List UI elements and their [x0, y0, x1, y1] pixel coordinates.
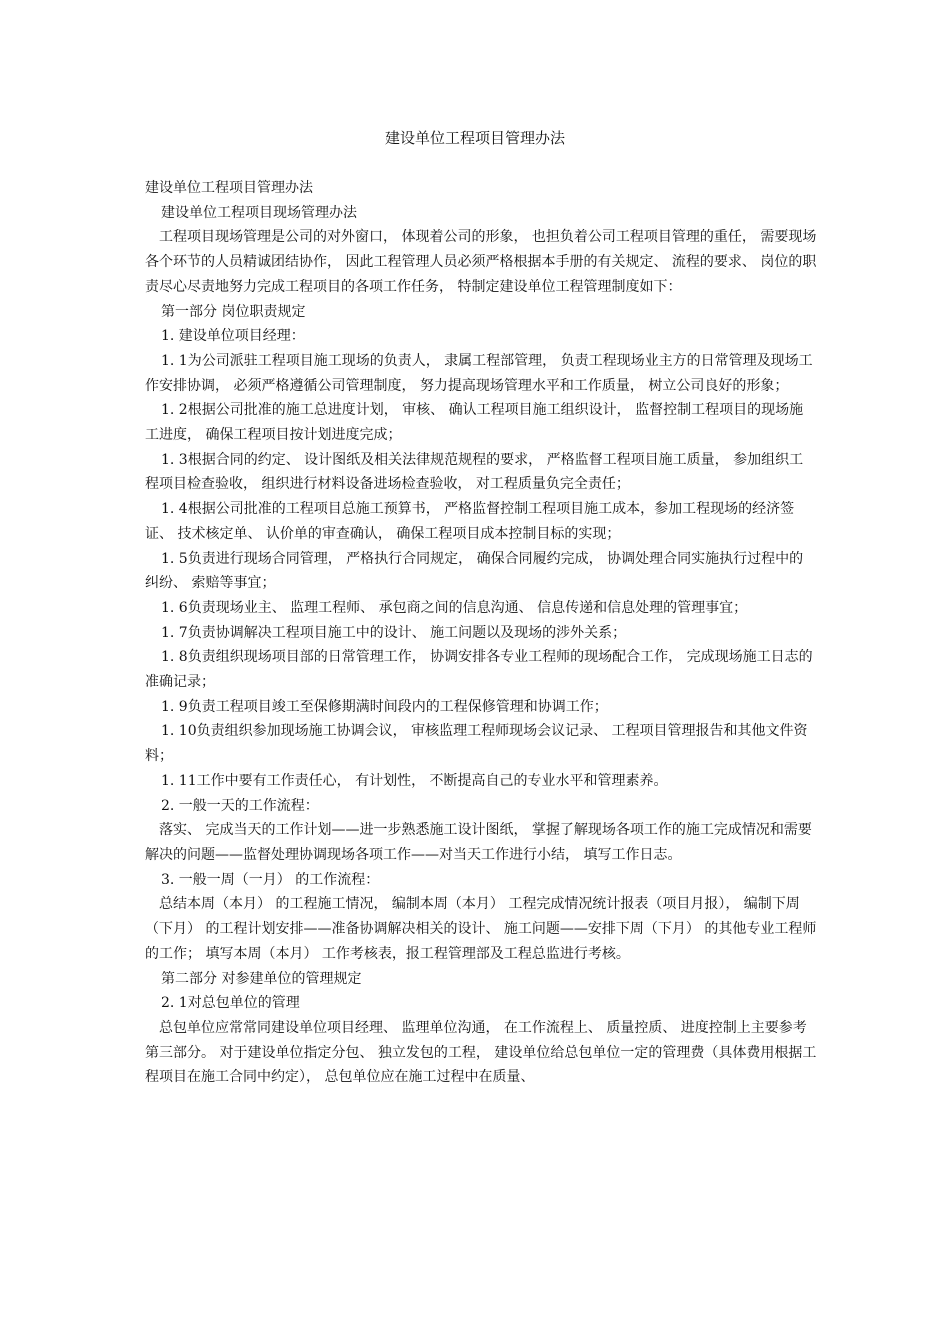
- paragraph-item: 1. 11工作中要有工作责任心， 有计划性， 不断提高自己的专业水平和管理素养。: [161, 772, 668, 789]
- item-heading: 2. 一般一天的工作流程：: [161, 797, 319, 814]
- item-heading: 2. 1对总包单位的管理: [161, 995, 300, 1012]
- paragraph-item: 1. 4根据公司批准的工程项目总施工预算书， 严格监督控制工程项目施工成本，参加工程现场的经济签证、 技术核定单、 认价单的审查确认， 确保工程项目成本控制目标的实现；: [145, 501, 795, 542]
- heading-sub: 建设单位工程项目现场管理办法: [161, 204, 357, 221]
- paragraph-item: 1. 9负责工程项目竣工至保修期满时间段内的工程保修管理和协调工作；: [161, 698, 608, 715]
- paragraph-item: 1. 8负责组织现场项目部的日常管理工作， 协调安排各专业工程师的现场配合工作， 完成现场施工日志的准确记录；: [145, 649, 813, 691]
- paragraph-item: 1. 7负责协调解决工程项目施工中的设计、 施工问题以及现场的涉外关系；: [161, 624, 627, 641]
- paragraph: 总包单位应常常同建设单位项目经理、 监理单位沟通， 在工作流程上、 质量控质、 进度控制上主要参考第三部分。 对于建设单位指定分包、 独立发包的工程， 建设单位给总包单位一定的管理费（具体费用根据工程项目在施工合同中约定）， 总包单位应在施工过程中在质量、: [145, 1019, 817, 1086]
- item-heading: 1. 建设单位项目经理：: [161, 328, 305, 345]
- section-heading-part1: 第一部分 岗位职责规定: [161, 303, 306, 320]
- paragraph-item: 1. 2根据公司批准的施工总进度计划， 审核、 确认工程项目施工组织设计， 监督控制工程项目的现场施工进度， 确保工程项目按计划进度完成；: [145, 402, 804, 444]
- paragraph-item: 1. 5负责进行现场合同管理， 严格执行合同规定， 确保合同履约完成， 协调处理合同实施执行过程中的纠纷、 索赔等事宜；: [145, 550, 804, 592]
- paragraph: 落实、 完成当天的工作计划——进一步熟悉施工设计图纸， 掌握了解现场各项工作的施工完成情况和需要解决的问题——监督处理协调现场各项工作——对当天工作进行小结， 填写工作日志。: [145, 822, 812, 863]
- item-heading: 3. 一般一周（一月） 的工作流程：: [161, 871, 380, 888]
- paragraph-item: 1. 3根据合同的约定、 设计图纸及相关法律规范规程的要求， 严格监督工程项目施工质量， 参加组织工程项目检查验收， 组织进行材料设备进场检查验收， 对工程质量负完全责任；: [145, 451, 804, 493]
- paragraph-item: 1. 10负责组织参加现场施工协调会议， 审核监理工程师现场会议记录、 工程项目管理报告和其他文件资料；: [145, 723, 808, 765]
- heading-main: 建设单位工程项目管理办法: [145, 180, 313, 196]
- document-body: [145, 176, 817, 1090]
- paragraph: 总结本周（本月） 的工程施工情况， 编制本周（本月） 工程完成情况统计报表（项目月报）， 编制下周（下月） 的工程计划安排——准备协调解决相关的设计、 施工问题——安排下周（下月） 的其他专业工程师的工作； 填写本周（本月） 工作考核表，报工程管理部及工程总监进行考核。: [145, 896, 817, 962]
- document-title: 建设单位工程项目管理办法: [384, 129, 565, 147]
- paragraph-item: 1. 1为公司派驻工程项目施工现场的负责人， 隶属工程部管理， 负责工程现场业主方的日常管理及现场工作安排协调， 必须严格遵循公司管理制度， 努力提高现场管理水平和工作质量， 树立公司良好的形象；: [145, 352, 813, 394]
- section-heading-part2: 第二部分 对参建单位的管理规定: [161, 970, 362, 987]
- paragraph-item: 1. 6负责现场业主、 监理工程师、 承包商之间的信息沟通、 信息传递和信息处理的管理事宜；: [161, 599, 748, 616]
- paragraph-intro: 工程项目现场管理是公司的对外窗口， 体现着公司的形象， 也担负着公司工程项目管理的重任， 需要现场各个环节的人员精诚团结协作， 因此工程管理人员必须严格根据本手册的有关规定、 流程的要求、 岗位的职责尽心尽责地努力完成工程项目的各项工作任务， 特制定建设单位工程管理制度如下：: [145, 229, 817, 295]
